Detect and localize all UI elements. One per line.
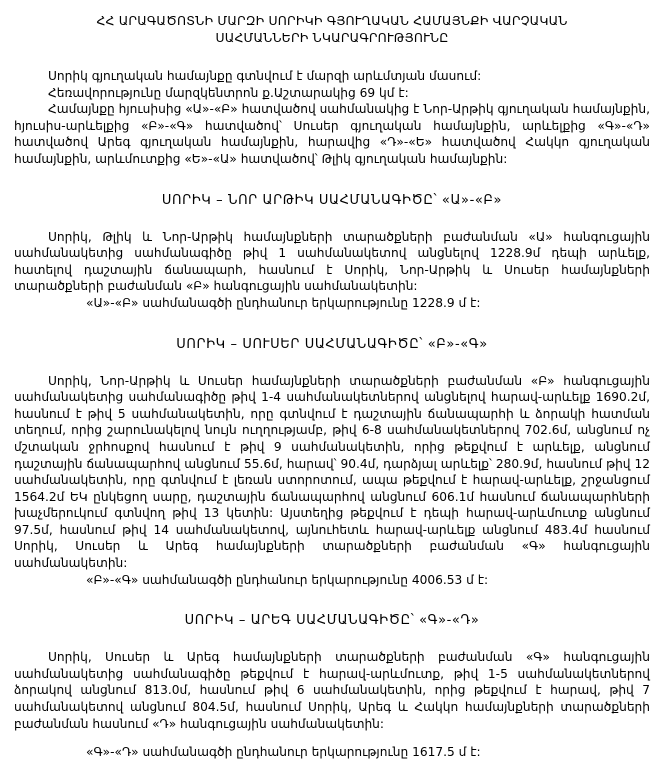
document-title (32, 12, 632, 46)
section-summary-g-d: «Գ»-«Դ» սահմանագծի ընդհանուր երկարությունը 1617.5 մ է: (86, 745, 481, 760)
section-heading-a-b: ՍՈՐԻԿ – ՆՈՐ ԱՐԹԻԿ ՍԱՀՄԱՆԱԳԻԾԸ՝ «Ա»-«Բ» (161, 192, 503, 208)
section-gap-3 (14, 588, 650, 612)
heading-gap-2 (14, 354, 650, 373)
section-heading-b-g: ՍՈՐԻԿ – ՍՈՒՍԵՐ ՍԱՀՄԱՆԱԳԻԾԸ՝ «Բ»-«Գ» (176, 336, 488, 352)
heading-gap-3 (14, 630, 650, 649)
summary-gap-3 (14, 732, 650, 744)
section-paragraph-a-b: Սորիկ, Թլիկ և Նոր-Արթիկ համայնքների տարածքների բաժանման «Ա» հանգուցային սահմանակետից սահմանագիծը թիվ 1 սահմանակետով անցնելով 1228.9մ դեպի արևելք, հատելով դաշտային ճանապարհ, հասնում է Սորիկ, Նոր-Արթիկ և Սուսեր համայնքների տարածքների բաժանման «Բ» հանգուցային սահմանակետին: (14, 229, 650, 294)
section-gap-2 (14, 312, 650, 336)
intro-location-line: Սորիկ գյուղական համայնքը գտնվում է մարզի արևմտյան մասում: (48, 69, 482, 83)
document-title-line-1: ՀՀ ԱՐԱԳԱԾՈՏՆԻ ՄԱՐԶԻ ՍՈՐԻԿԻ ԳՅՈՒՂԱԿԱՆ ՀԱՄԱՅՆՔԻ ՎԱՐՉԱԿԱՆ (96, 13, 568, 28)
intro-distance-line: Հեռավորությունը մարզկենտրոն ք.Աշտարակից 69 կմ է: (48, 85, 409, 100)
intro-paragraph: Համայնքը հյուսիսից «Ա»-«Բ» հատվածով սահմանակից է Նոր-Արթիկ գյուղական համայնքին, հյուսիս-արևելքից «Բ»-«Գ» հատվածով՝ Սուսեր գյուղական համայնքին, արևելքից «Գ»-«Դ» հատվածով Արեգ գյուղական համայնքին, հարավից «Դ»-«Ե» հատվածով Հակկո գյուղական համայնքին, արևմուտքից «Ե»-«Ա» հատվածով՝ Թլիկ գյուղական համայնքին: (14, 102, 650, 166)
section-summary-b-g: «Բ»-«Գ» սահմանագծի ընդհանուր երկարությունը 4006.53 մ է: (86, 572, 489, 587)
heading-gap-1 (14, 210, 650, 229)
section-heading-g-d: ՍՈՐԻԿ – ԱՐԵԳ ՍԱՀՄԱՆԱԳԻԾԸ՝ «Գ»-«Դ» (184, 613, 480, 629)
document-title-line-2: ՍԱՀՄԱՆՆԵՐԻ ՆԿԱՐԱԳՐՈՒԹՅՈՒՆԸ (215, 30, 449, 45)
section-paragraph-g-d: Սորիկ, Սուսեր և Արեգ համայնքների տարածքների բաժանման «Գ» հանգուցային սահմանակետից սահմանագիծը թեքվում է հարավ-արևմուտք, թիվ 1-5 սահմանակետներով ձորակով անցնում 813.0մ, հասնում թիվ 6 սահմանակետին, որից թեքվում է հարավ, թիվ 7 սահմանակետով անցնում 804.5մ, հասնում Սորիկ, Արեգ և Հակկո համայնքների տարածքների բաժանման հասնում «Դ» հանգուցային սահմանակետին: (14, 650, 650, 731)
section-summary-a-b: «Ա»-«Բ» սահմանագծի ընդհանուր երկարությունը 1228.9 մ է: (86, 295, 481, 310)
section-gap-1 (14, 168, 650, 192)
title-spacer (14, 46, 650, 68)
section-paragraph-b-g: Սորիկ, Նոր-Արթիկ և Սուսեր համայնքների տարածքների բաժանման «Բ» հանգուցային սահմանակետից սահմանագիծը թիվ 1-4 սահմանակետներով անցնելով հարավ-արևելք 1690.2մ, հասնում է թիվ 5 սահմանակետին, որը գտնվում է դաշտային ճանապարհի և ձորակի հատման տեղում, որից շարունակելով նույն ուղղությամբ, թիվ 6-8 սահմանակետներով 702.6մ, անցնում ոչ մշտական ջրհոսքով հասնում է թիվ 9 սահմանակետին, որից թեքվում է արևելք, անցնում դաշտային ճանապարհով անցնում 55.6մ, հարավ՝ 90.4մ, դարձյալ արևելք՝ 280.9մ, հասնում թիվ 12 սահմանակետին, որը գտնվում է լեռան ստորոտում, ապա թեքվում է հարավ-արևելք, շրջանցում 1564.2մ ԵԿ ընկեցող սարը, դաշտային ճանապարհով անցնում 606.1մ հասնում ճանապարհների խաչմերուկում գտնվող թիվ 13 կետին: Այստեղից թեքվում է դեպի հարավ-արևմուտք անցնում 97.5մ, հասնում թիվ 14 սահմանակետով, այնուհետև հարավ-արևելք անցնում 483.4մ հասնում Սորիկ, Սուսեր և Արեգ համայնքների տարածքների բաժանման «Գ» հանգուցային սահմանակետին: (14, 373, 650, 571)
